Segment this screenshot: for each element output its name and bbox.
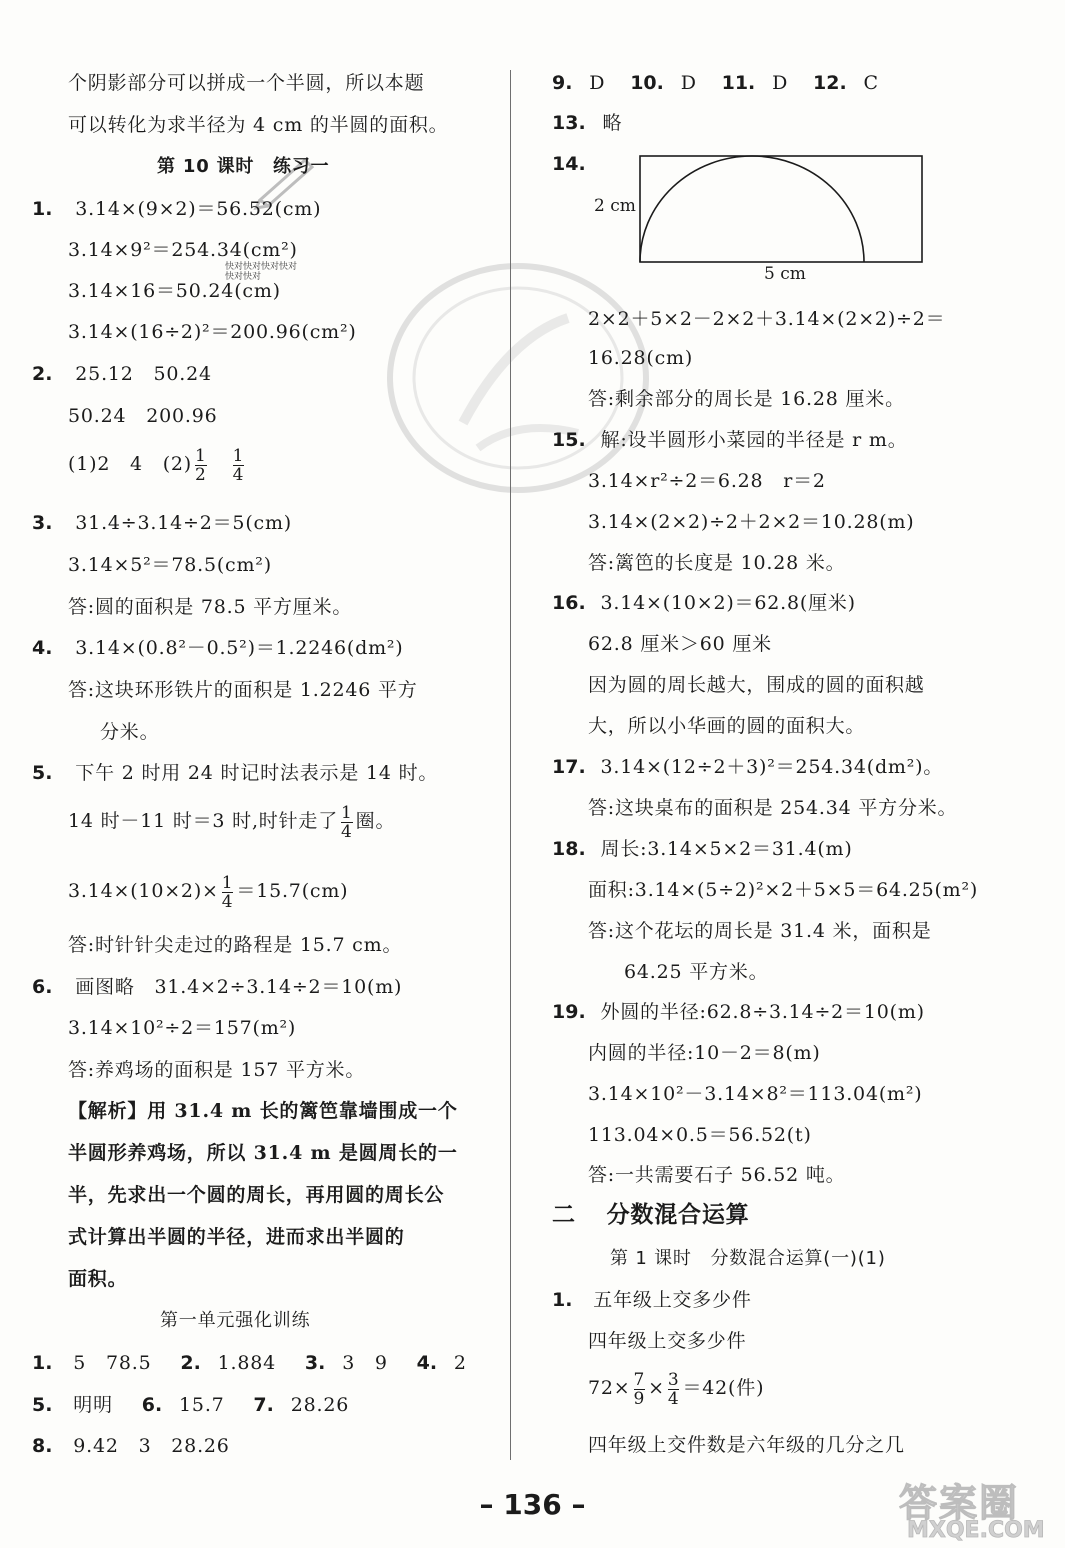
answer-line: 答:这块环形铁片的面积是 1.2246 平方 <box>68 679 418 701</box>
answer-line: 四年级上交件数是六年级的几分之几 <box>588 1434 905 1456</box>
review-row <box>32 1350 467 1376</box>
answer-line: 下午 2 时用 24 时记时法表示是 14 时。 <box>75 762 439 784</box>
question-19 <box>552 999 925 1025</box>
answer-text: D <box>680 72 697 94</box>
answer-line: 外圆的半径:62.8÷3.14÷2＝10(m) <box>600 1001 925 1023</box>
fraction: $\frac{7}{9}$ <box>633 1369 646 1409</box>
answer-line: 分米。 <box>100 721 160 743</box>
question-1 <box>32 196 321 222</box>
answer-line: 113.04×0.5＝56.52(t) <box>588 1124 812 1146</box>
question-number: 12. <box>813 72 847 94</box>
answer-text: 圈。 <box>355 810 396 832</box>
question-6 <box>32 974 402 1000</box>
answer-line: 答:养鸡场的面积是 157 平方米。 <box>68 1059 366 1081</box>
unit-heading: 第一单元强化训练 <box>160 1310 311 1331</box>
question-1 <box>552 1287 752 1313</box>
question-number: 6. <box>32 976 53 998</box>
question-number: 13. <box>552 112 586 134</box>
answer-line: 3.14×9²＝254.34(cm²) <box>68 239 298 261</box>
section-title: 分数混合运算 <box>606 1202 750 1228</box>
answer-line: 答:篱笆的长度是 10.28 米。 <box>588 552 846 574</box>
review-row <box>32 1433 230 1459</box>
text-line: 个阴影部分可以拼成一个半圆，所以本题 <box>68 72 425 94</box>
answer-text: × <box>648 1377 665 1399</box>
answer-text: 28.26 <box>290 1394 350 1416</box>
question-number: 10. <box>630 72 664 94</box>
answer-line: 大，所以小华画的圆的面积大。 <box>588 715 866 737</box>
question-number: 14. <box>552 153 586 175</box>
question-number: 16. <box>552 592 586 614</box>
answer-line: 3.14×(10×2)＝62.8(厘米) <box>600 592 856 614</box>
height-label: 2 cm <box>594 196 636 216</box>
answer-text: D <box>772 72 789 94</box>
analysis-line: 面积。 <box>68 1268 128 1290</box>
question-number: 15. <box>552 429 586 451</box>
answer-text: ＝15.7(cm) <box>236 880 349 902</box>
answer-line: 3.14×10²÷2＝157(m²) <box>68 1017 297 1039</box>
question-3 <box>32 510 292 536</box>
question-number: 9. <box>552 72 573 94</box>
section-heading <box>552 1202 749 1228</box>
text-line: 可以转化为求半径为 4 cm 的半圆的面积。 <box>68 114 449 136</box>
answer-line: 周长:3.14×5×2＝31.4(m) <box>600 838 853 860</box>
answer-line: 25.12 50.24 <box>75 363 212 385</box>
fraction: $\frac{1}{2}$ <box>195 445 207 485</box>
question-17 <box>552 754 943 780</box>
question-2 <box>32 361 212 387</box>
question-number: 3. <box>304 1352 326 1374</box>
question-number: 7. <box>253 1394 274 1416</box>
question-5 <box>32 760 438 786</box>
logo-subtext: MXQE.COM <box>907 1518 1045 1543</box>
answer-line: 31.4÷3.14÷2＝5(cm) <box>75 512 293 534</box>
answer-text: 5 78.5 <box>73 1352 152 1374</box>
question-number: 17. <box>552 756 586 778</box>
answer-line <box>552 1365 764 1411</box>
question-number: 18. <box>552 838 586 860</box>
question-number: 3. <box>32 512 53 534</box>
answer-line <box>32 868 348 914</box>
question-14 <box>552 151 586 177</box>
answer-line: 3.14×10²－3.14×8²＝113.04(m²) <box>588 1083 923 1105</box>
question-number: 1. <box>552 1289 573 1311</box>
fraction: $\frac{3}{4}$ <box>667 1369 680 1409</box>
answer-line: 3.14×r²÷2＝6.28 r＝2 <box>588 470 826 492</box>
answer-text: 72× <box>588 1377 631 1399</box>
analysis-line: 【解析】用 31.4 m 长的篱笆靠墙围成一个 <box>68 1100 458 1122</box>
review-row <box>552 70 879 96</box>
review-row <box>32 1392 349 1418</box>
answer-line: 16.28(cm) <box>588 347 694 369</box>
answer-line: 3.14×(0.8²－0.5²)＝1.2246(dm²) <box>75 637 404 659</box>
question-number: 1. <box>32 198 53 220</box>
answer-line: 答:这个花坛的周长是 31.4 米，面积是 <box>588 920 932 942</box>
answer-line: 解:设半圆形小菜园的半径是 r m。 <box>600 429 908 451</box>
question-number: 2. <box>32 363 53 385</box>
question-number: 4. <box>416 1352 438 1374</box>
fraction: $\frac{1}{4}$ <box>341 802 353 842</box>
answer-line: 答:圆的面积是 78.5 平方厘米。 <box>68 596 353 618</box>
fraction: $\frac{1}{4}$ <box>232 445 245 485</box>
answer-text: ＝42(件) <box>682 1377 765 1399</box>
answer-line <box>32 442 247 486</box>
answer-line: 3.14×(2×2)÷2＋2×2＝10.28(m) <box>588 511 915 533</box>
analysis-line: 半，先求出一个圆的周长，再用圆的周长公 <box>68 1184 445 1206</box>
answer-text: D <box>589 72 606 94</box>
question-15 <box>552 427 908 453</box>
answer-text: 明明 <box>73 1394 113 1416</box>
answer-line: 四年级上交多少件 <box>588 1330 747 1352</box>
answer-text: 2 <box>453 1352 467 1374</box>
answer-line: 五年级上交多少件 <box>593 1289 752 1311</box>
question-number: 4. <box>32 637 53 659</box>
logo-text: 答案圈 <box>899 1481 1020 1525</box>
answer-text: 3.14×(10×2)× <box>68 880 219 902</box>
answer-line: 3.14×(16÷2)²＝200.96(cm²) <box>68 321 357 343</box>
width-label: 5 cm <box>764 264 806 284</box>
answer-line: 3.14×5²＝78.5(cm²) <box>68 554 272 576</box>
answer-text: 9.42 3 28.26 <box>73 1435 230 1457</box>
answer-line: 64.25 平方米。 <box>624 961 769 983</box>
fraction: $\frac{1}{4}$ <box>221 872 234 912</box>
question-number: 11. <box>721 72 756 94</box>
answer-text: 15.7 <box>179 1394 225 1416</box>
answer-line: 3.14×16＝50.24(cm) <box>68 280 281 302</box>
column-divider <box>510 70 511 1460</box>
answer-line <box>32 798 395 844</box>
analysis-line: 式计算出半圆的半径，进而求出半圆的 <box>68 1226 405 1248</box>
lesson-heading: 第 10 课时 练习一 <box>157 156 330 177</box>
analysis-line: 半圆形养鸡场，所以 31.4 m 是圆周长的一 <box>68 1142 458 1164</box>
answer-line: 面积:3.14×(5÷2)²×2＋5×5＝64.25(m²) <box>588 879 979 901</box>
answer-line: 画图略 31.4×2÷3.14÷2＝10(m) <box>75 976 403 998</box>
answer-line: 内圆的半径:10－2＝8(m) <box>588 1042 821 1064</box>
question-18 <box>552 836 853 862</box>
question-number: 2. <box>180 1352 201 1374</box>
question-number: 6. <box>141 1394 163 1416</box>
question-number: 5. <box>32 1394 53 1416</box>
answer-text: 略 <box>602 112 623 134</box>
answer-line: 3.14×(9×2)＝56.52(cm) <box>75 198 322 220</box>
site-logo <box>885 1470 1065 1548</box>
answer-text: 3 9 <box>342 1352 388 1374</box>
question-4 <box>32 635 404 661</box>
question-number: 5. <box>32 762 53 784</box>
answer-line: 62.8 厘米＞60 厘米 <box>588 633 772 655</box>
question-number: 19. <box>552 1001 586 1023</box>
answer-line: 答:一共需要石子 56.52 吨。 <box>588 1164 846 1186</box>
answer-line: 答:这块桌布的面积是 254.34 平方分米。 <box>588 797 958 819</box>
answer-prefix: (1)2 4 (2) <box>68 453 193 475</box>
answer-line: 答:时针针尖走过的路程是 15.7 cm。 <box>68 934 403 956</box>
lesson-heading: 第 1 课时 分数混合运算(一)(1) <box>610 1248 886 1269</box>
watermark-text: 快对快对快对快对快对快对 <box>225 262 298 282</box>
answer-line: 50.24 200.96 <box>68 405 218 427</box>
question-13 <box>552 110 622 136</box>
page-number: – 136 – <box>479 1488 586 1521</box>
answer-line: 因为圆的周长越大，围成的圆的面积越 <box>588 674 925 696</box>
answer-text: 1.884 <box>217 1352 277 1374</box>
section-number: 二 <box>552 1202 576 1228</box>
answer-text: 14 时－11 时＝3 时,时针走了 <box>68 810 339 832</box>
question-number: 8. <box>32 1435 53 1457</box>
question-16 <box>552 590 856 616</box>
answer-line: 2×2＋5×2－2×2＋3.14×(2×2)÷2＝ <box>588 308 946 330</box>
answer-line: 答:剩余部分的周长是 16.28 厘米。 <box>588 388 905 410</box>
question-number: 1. <box>32 1352 53 1374</box>
answer-line: 3.14×(12÷2＋3)²＝254.34(dm²)。 <box>600 756 944 778</box>
semicircle-figure <box>592 150 992 290</box>
answer-text: C <box>863 72 879 94</box>
